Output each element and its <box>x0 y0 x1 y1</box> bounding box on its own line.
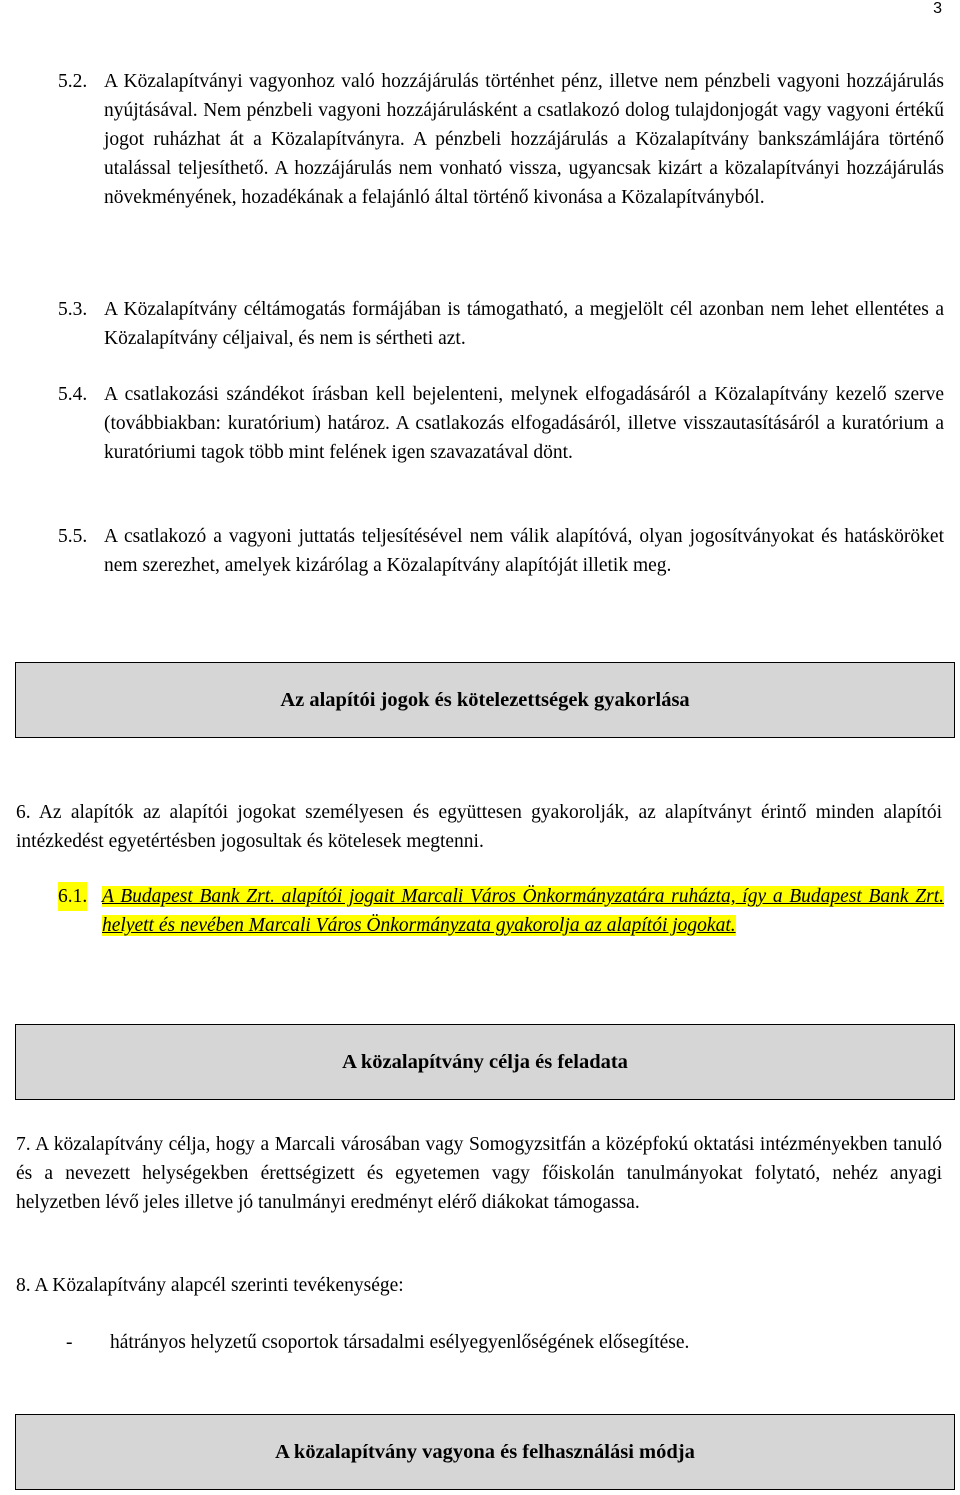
section-heading-purpose: A közalapítvány célja és feladata <box>15 1024 955 1100</box>
paragraph-text: A Közalapítványi vagyonhoz való hozzájárulás történhet pénz, illetve nem pénzbeli vagyoni hozzájárulás nyújtásával. Nem pénzbeli vagyoni hozzájárulásként a csatlakozó dolog tulajdonjogát vagy vagyoni értékű jogot ruházhat át a Közalapítványra. A pénzbeli hozzájárulás a Közalapítvány bankszámlájára történő utalással teljesíthető. A hozzájárulás nem vonható vissza, ugyancsak kizárt a közalapítványi hozzájárulás növekményének, hozadékának a felajánló által történő kivonása a Közalapítványból. <box>104 71 944 208</box>
paragraph-5-3 <box>58 295 944 353</box>
paragraph-text: A csatlakozási szándékot írásban kell bejelenteni, melynek elfogadásáról a Közalapítvány kezelő szerve (továbbiakban: kuratórium) határoz. A csatlakozás elfogadásáról, illetve visszautasításáról a kuratórium a kuratóriumi tagok több mint felének igen szavazatával dönt. <box>104 384 944 463</box>
paragraph-5-5 <box>58 522 944 580</box>
paragraph-6: 6. Az alapítók az alapítói jogokat személyesen és együttesen gyakorolják, az alapítványt érintő minden alapítói intézkedést egyetértésben jogosultak és kötelesek megtenni. <box>16 802 942 852</box>
paragraph-5-2 <box>58 67 944 212</box>
highlighted-text: A Budapest Bank Zrt. alapítói jogait Marcali Város Önkormányzatára ruházta, így a Budapest Bank Zrt. helyett és nevében Marcali Város Önkormányzata gyakorolja az alapítói jogokat. <box>102 886 944 936</box>
paragraph-number: 6.1. <box>58 882 87 911</box>
paragraph-text <box>58 882 944 940</box>
paragraph-6-1-amendment <box>58 882 944 940</box>
paragraph-number: 5.4. <box>58 384 88 405</box>
list-item-text: hátrányos helyzetű csoportok társadalmi esélyegyenlőségének elősegítése. <box>110 1332 690 1353</box>
section-heading-assets: A közalapítvány vagyona és felhasználási módja <box>15 1414 955 1490</box>
page-number: 3 <box>933 0 942 17</box>
list-item <box>66 1328 946 1357</box>
paragraph-number: 5.3. <box>58 299 88 320</box>
paragraph-text: A Közalapítvány céltámogatás formájában is támogatható, a megjelölt cél azonban nem lehet ellentétes a Közalapítvány céljaival, és nem is sértheti azt. <box>104 299 944 349</box>
paragraph-8: 8. A Közalapítvány alapcél szerinti tevékenysége: <box>16 1275 404 1296</box>
paragraph-7: 7. A közalapítvány célja, hogy a Marcali városában vagy Somogyzsitfán a középfokú oktatási intézményekben tanuló és a nevezett helységekben érettségizett és egyetemen vagy főiskolán tanulmányokat folytató, nehéz anyagi helyzetben lévő jeles illetve jó tanulmányi eredményt elérő diákokat támogassa. <box>16 1134 942 1213</box>
section-heading-founder-rights: Az alapítói jogok és kötelezettségek gyakorlása <box>15 662 955 738</box>
paragraph-text: A csatlakozó a vagyoni juttatás teljesítésével nem válik alapítóvá, olyan jogosítványokat és hatásköröket nem szerezhet, amelyek kizárólag a Közalapítvány alapítóját illetik meg. <box>104 526 944 576</box>
list-bullet: - <box>66 1332 73 1353</box>
paragraph-number: 5.2. <box>58 71 88 92</box>
paragraph-number: 5.5. <box>58 526 88 547</box>
paragraph-5-4 <box>58 380 944 467</box>
